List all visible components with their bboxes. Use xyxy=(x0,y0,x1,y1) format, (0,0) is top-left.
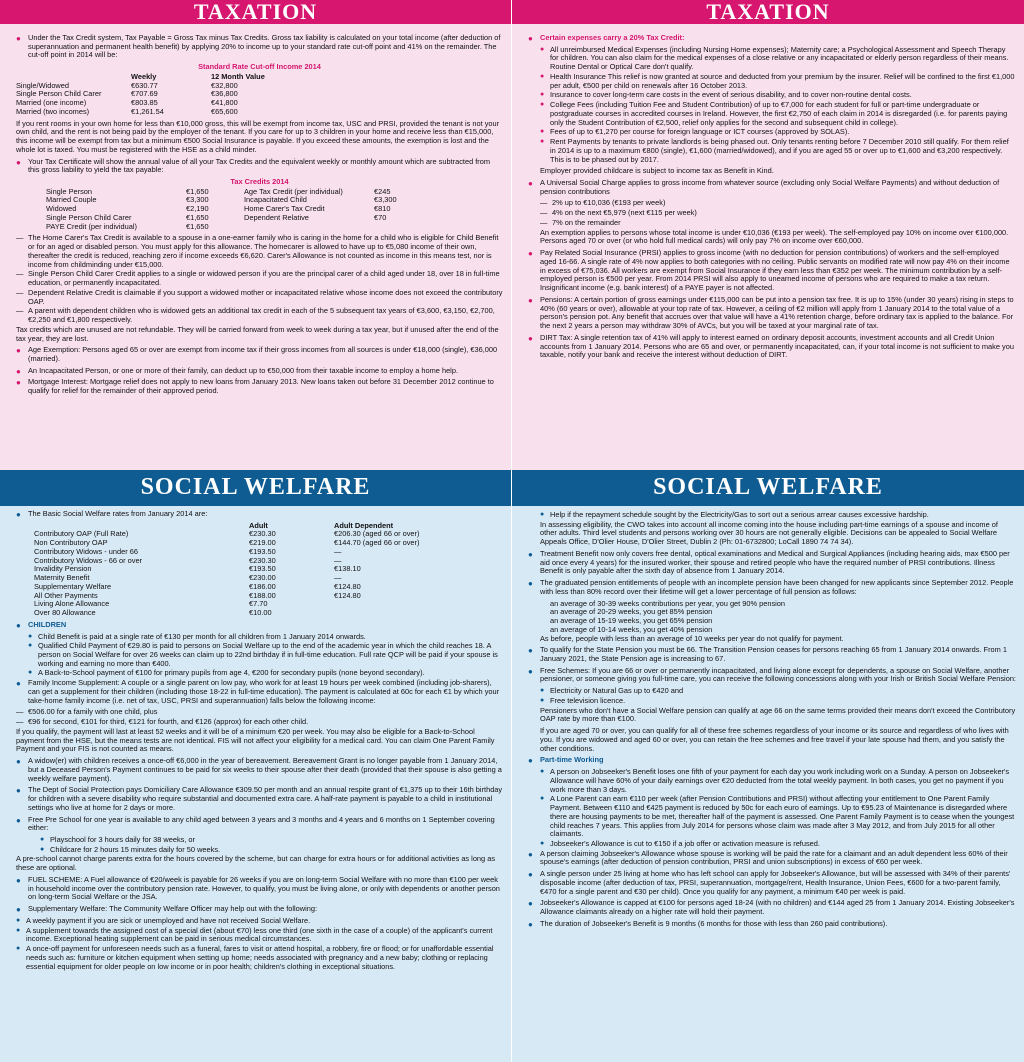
taxation-left-panel xyxy=(0,0,512,470)
credits-table: Single Person €1,650 Age Tax Credit (per individual) €245 Married Couple €3,300 Incapacitated Child €3,300 Widowed €2,190 Home Carer's Tax Credit €810 Single Person Child Carer €1,650 Dependent Relative €70 PAYE Credit (per individual) €1,650 xyxy=(46,186,397,231)
child-benefit: ● Child Benefit is paid at a single rate of €130 per month for all children from 1 January 2014 onwards. xyxy=(28,633,503,642)
jobseekers-spouse: ● A person claiming Jobseeker's Allowance whose spouse is working will be paid the rate for a claimant and an adult dependent less 60% of their spouse's earnings (after deduction of pension contribution, PRSI and union subscriptions) in excess of €60 per week. xyxy=(528,850,1016,867)
medical-expenses: ● All unreimbursed Medical Expenses (including Nursing Home expenses); Maternity care; a Psychological Assessment and Speech Therapy for children. You can also claim for the medical expenses of a close relative or any incapacitated or elderly person regardless of their means. Routine Dental or Optical Care don't qualify. xyxy=(540,46,1016,72)
single-child-carer-credit: — Single Person Child Carer Credit applies to a single or widowed person if you are the principal carer of a child aged under 18, over 18 in full-time education, or permanently incapacitated. xyxy=(16,270,503,287)
taxation-right-header: TAXATION xyxy=(512,0,1024,24)
home-carer-credit: — The Home Carer's Tax Credit is available to a spouse in a one-earner family who is caring in the home for a child who is eligible for Child Benefit or for an aged or disabled person. You must apply for this allowance. The homecarer is allowed to have up to €5,080 income of their own, thereafter the credit is reduced, reaching zero if income exceeds €6,620. Carer's Allowance is not counted as income in this means test, nor is income from childminding under €15,000. xyxy=(16,234,503,269)
pre-school-charges: A pre-school cannot charge parents extra for the hours covered by the scheme, but can charge for extra hours or for additional activities as long as these are optional. xyxy=(16,854,496,873)
usc-band: — 4% on the next €5,979 (next €115 per week) xyxy=(540,209,1016,218)
childcare: ● Childcare for 2 hours 15 minutes daily for 50 weeks. xyxy=(40,846,503,855)
usc-exemption: An exemption applies to persons whose total income is under €10,036 (€193 per week). The self-employed pay 10% on income over €100,000. Persons aged 70 or over (or who hold full medical cards) will only pay 7% on income over €60,000. xyxy=(540,227,1009,246)
social-welfare-right-header: SOCIAL WELFARE xyxy=(512,470,1024,506)
social-welfare-left-header: SOCIAL WELFARE xyxy=(0,470,511,506)
tax-credit-expenses: ● Certain expenses carry a 20% Tax Credit: xyxy=(528,34,1016,43)
special-diet: ● A supplement towards the assigned cost of a special diet (about €70) less one third (one sixth in the case of a couple) of the applicant's current income. Exceptional heating supplement can be paid in serious medical circumstances. xyxy=(16,927,503,944)
weekly-payment: ● A weekly payment if you are sick or unemployed and have not received Social Welfare. xyxy=(16,917,503,926)
unused-credits-para: Tax credits which are unused are not refundable. They will be carried forward from week to week during a tax year, but if unused after the end of the tax year, they are lost. xyxy=(16,324,499,343)
domiciliary-care: ● The Dept of Social Protection pays Domiciliary Care Allowance €309.50 per month and an annual respite grant of €1,375 up to their 16th birthday for children with a severe disability who require substantial and documented extra care. A half-rate payment is payable to a child in institutional settings who live at home for 2 days or more. xyxy=(16,786,503,812)
jobseekers-cut: ● Jobseeker's Allowance is cut to €150 if a job offer or activation measure is refused. xyxy=(540,840,1016,849)
prsi: ● Pay Related Social Insurance (PRSI) applies to gross income (with no deduction for pension contributions) of workers and the self-employed aged 16-66. A single rate of 4% now applies to both categories with no ceiling. Public servants on modified rate will now pay 4% on their income in excess of €75,036. All workers are exempt from Social Insurance if they earn less than €352 per week. The minimum contribution by a self-employed person is €500 per year. From 2014 PRSI will also apply to unearned income of persons who are required to make a tax return. Insignificant income (e.g. bank interest) of a PAYE payer is not affected. xyxy=(528,249,1016,293)
fis-threshold: — €96 for second, €101 for third, €121 for fourth, and €126 (approx) for each other child. xyxy=(16,718,503,727)
electricity-gas: ● Electricity or Natural Gas up to €420 and xyxy=(540,687,1016,696)
bereavement: ● A widow(er) with children receives a once-off €6,000 in the year of bereavement. Bereavement Grant is no longer payable from 1 January 2014, but a Deceased Person's Payment continues to be paid for six weeks to their spouse after their death (provided that their spouse is also getting a weekly welfare payment). xyxy=(16,757,503,783)
fuel-scheme: ● FUEL SCHEME: A Fuel allowance of €20/week is payable for 26 weeks if you are on long-term Social Welfare with no more than €100 per week in household income over the contributory pension rate. However, to qualify, you must be living alone, or only with dependents or another person on long-term Social Welfare or the JSA. xyxy=(16,876,503,902)
tax-credit-system-para: ● Under the Tax Credit system, Tax Payable = Gross Tax minus Tax Credits. Gross tax liability is calculated on your total income (after deduction of superannuation and permanent health benefit) by applying 20% to income up to your standard rate cut-off point and 41% on the remainder. The cut-off point in 2014 will be: xyxy=(16,34,503,60)
age-exemption: ● Age Exemption: Persons aged 65 or over are exempt from income tax if their gross incomes from all sources is under €18,000 (single), €36,000 (married). xyxy=(16,346,503,363)
supplementary-welfare: ● Supplementary Welfare: The Community Welfare Officer may help out with the following: xyxy=(16,905,503,914)
course-fees: ● Fees of up to €1,270 per course for foreign language or ICT courses (approved by SOLAS). xyxy=(540,128,1016,137)
cutoff-title: Standard Rate Cut-off Income 2014 xyxy=(198,62,321,72)
jobseekers-cap: ● Jobseeker's Allowance is capped at €100 for persons aged 18-24 (with no children) and €144 aged 25 from 1 January 2014. Existing Jobseeker's Allowance claimants already on a higher rate will hold their payment. xyxy=(528,899,1016,916)
cwo-eligibility: In assessing eligibility, the CWO takes into account all income coming into the house including part-time earnings of a spouse and income of other adults. Third level students and persons working over 30 hours are not generally eligible. Decisions can be appealed to Social Welfare Appeals Office, D'Olier House, D'Olier Street, Dublin 2 (Ph: 01-6732800; LoCall 1890 74 74 34). xyxy=(540,519,998,547)
pension-band: an average of 15-19 weeks, you get 65% pension xyxy=(550,616,713,626)
rates-table: Adult Adult Dependent Contributory OAP (Full Rate) €230.30 €206.30 (aged 66 or over) Non Contributory OAP €219.00 €144.70 (aged 66 or over) Contributory Widows - under 66 €193.50 — Contributory Widows - 66 or over €230.30 — Invalidity Pension €193.50 €138.10 Maternity Benefit €230.00 — Supplementary Welfare €186.00 €124.80 All Other Payments €188.00 €124.80 Living Alone Allowance €7.70 Over 80 Allowance €10.00 xyxy=(34,520,420,618)
universal-social-charge: ● A Universal Social Charge applies to gross income from whatever source (excluding only Social Welfare Payments) and without deduction of pension contributions xyxy=(528,179,1016,196)
dependent-relative-credit: — Dependent Relative Credit is claimable if you support a widowed mother or incapacitated relative whose income does not exceed the contributory OAP. xyxy=(16,289,503,306)
usc-band: — 7% on the remainder xyxy=(540,219,1016,228)
rent-rooms-para: If you rent rooms in your own home for less than €10,000 gross, this will be exempt from income tax, USC and PRSI, provided the tenant is not your own child, and the rent is not being paid by the employer of the tenant. If you care for up to 3 children in your home and receive less than €15,000, this income will be exempt from tax but a minimum €500 Social Insurance is payable. If you exceed these amounts, the exemption is lost and the whole lot is taxed. You must be registered with the HSE as a child minder. xyxy=(16,118,500,154)
social-welfare-left-panel xyxy=(0,470,512,1062)
mortgage-interest: ● Mortgage Interest: Mortgage relief does not apply to new loans from January 2013. New loans taken out before 31 December 2012 continue to qualify for relief for the remainder of their approved period. xyxy=(16,378,503,395)
credits-title: Tax Credits 2014 xyxy=(230,177,289,187)
fis-qualify-para: If you qualify, the payment will last at least 52 weeks and it will be of a minimum €20 per week. You may also be eligible for a Back-to-School payment from the HSE, but the means tests are not identical. FIS will not affect your eligibility for a medical card. You can claim One Parent Family Payment and your FIS is not counted as means. xyxy=(16,726,495,754)
pension-band: an average of 10-14 weeks, you get 40% pension xyxy=(550,624,713,634)
incapacitated-person: ● An Incapacitated Person, or one or more of their family, can deduct up to €50,000 from their taxable income to employ a home help. xyxy=(16,367,503,376)
tax-certificate-para: ● Your Tax Certificate will show the annual value of all your Tax Credits and the equivalent weekly or monthly amount which are subtracted from this gross liability to yield the tax payable: xyxy=(16,158,503,175)
college-fees: ● College Fees (including Tuition Fee and Student Contribution) of up to €7,000 for each student for full or part-time undergraduate or postgraduate courses in accredited courses in Ireland. However, the first €2,750 of each claim in 2014 is disregarded (i.e. for parents paying only the Student Contribution of €2,500, relief only applies for the second and subsequent child in college). xyxy=(540,101,1016,127)
free-schemes: ● Free Schemes: If you are 66 or over or permanently incapacitated, and living alone except for dependents, a spouse on Social Welfare, another pensioner, or someone giving you full-time care, you can receive the following concessions along with your Irish or British Social Welfare Pension: xyxy=(528,667,1016,684)
part-time-working-title: ● Part-time Working xyxy=(528,756,1016,765)
employer-childcare: Employer provided childcare is subject to income tax as Benefit in Kind. xyxy=(540,166,774,176)
under-25: ● A single person under 25 living at home who has left school can apply for Jobseeker's Allowance, but will be assessed with 34% of their parents' disposable income (after deduction of tax, PRSI, superannuation, mortgage/rent, Health Insurance, Union Fees, €600 for a two-parent family, €470 for a single parent and €30 per child). Once you qualify for any payment, a minimum €40 per week is paid. xyxy=(528,870,1016,896)
children-title: ● CHILDREN xyxy=(16,621,503,630)
health-insurance: ● Health Insurance This relief is now granted at source and deducted from your premium by the insurer. Relief will be confined to the first €1,000 per adult, €500 per child on renewals after 16 October 2013. xyxy=(540,73,1016,90)
taxation-left-header: TAXATION xyxy=(0,0,511,24)
tv-licence: ● Free television licence. xyxy=(540,697,1016,706)
free-pre-school: ● Free Pre School for one year is available to any child aged between 3 years and 3 months and 4 years and 6 months on 1 September covering either: xyxy=(16,816,503,833)
fis-threshold: — €506.00 for a family with one child, plus xyxy=(16,708,503,717)
graduated-pension: ● The graduated pension entitlements of people with an incomplete pension have been changed for new applicants since September 2012. People with less than 80% record over their lifetime will get a lower percentage of full pension as follows: xyxy=(528,579,1016,596)
usc-band: — 2% up to €10,036 (€193 per week) xyxy=(540,199,1016,208)
cutoff-table: Weekly 12 Month Value Single/Widowed €630.77 €32,800 Single Person Child Carer €707.69 €36,800 Married (one income) €803.85 €41,800 Married (two incomes) €1,261.54 €65,600 xyxy=(16,71,265,116)
pension-band: an average of 20-29 weeks, you get 85% pension xyxy=(550,607,713,617)
social-welfare-right-panel xyxy=(512,470,1024,1062)
qualified-child-payment: ● Qualified Child Payment of €29.80 is paid to persons on Social Welfare up to the end of the academic year in which the child reaches 18. A person on Social Welfare for over 26 weeks can claim up to 22nd birthday if in full-time education. Full rate QCP will be paid if your spouse is working and earning no more than €400. xyxy=(28,642,503,668)
family-income-supplement: ● Family Income Supplement: A couple or a single parent on low pay, who work for at least 19 hours per week combined (including job-sharers), can get a supplement for their children (including those 18-22 in full-time education). The payment is calculated at 60c for each €1 by which your take-home family income (i.e. net of tax, USC, PRSI and superannuation) falls below the following income: xyxy=(16,679,503,705)
back-to-school: ● A Back-to-School payment of €100 for primary pupils from age 4, €200 for secondary pupils (none beyond secondary). xyxy=(28,669,503,678)
pension-no-qualify: As before, people with less than an average of 10 weeks per year do not qualify for payment. xyxy=(540,633,844,643)
treatment-benefit: ● Treatment Benefit now only covers free dental, optical examinations and Medical and Surgical Appliances (including hearing aids, max €500 per aid once every 4 years) for the insured worker, their spouse and retired people who have the required number of PRSI contributions. Illness Benefit is only payable after the sixth day of absence from 1 January 2014. xyxy=(528,550,1016,576)
pensioners-no-sw: Pensioners who don't have a Social Welfare pension can qualify at age 66 on the same terms provided their means don't exceed the Contributory OAP rate by more than €100. xyxy=(540,705,1016,724)
long-term-insurance: ● Insurance to cover long-term care costs in the event of serious disability, and to cover non-routine dental costs. xyxy=(540,91,1016,100)
playschool: ● Playschool for 3 hours daily for 38 weeks, or xyxy=(40,836,503,845)
basic-rates-intro: ● The Basic Social Welfare rates from January 2014 are: xyxy=(16,510,503,519)
dirt-tax: ● DIRT Tax: A single retention tax of 41% will apply to interest earned on ordinary deposit accounts, investment accounts and all Credit Union accounts from 1 January 2014. Persons who are 65 and over, or permanently incapacitated, can, if your total income is not sufficient to make you taxable, notify your bank and receive the interest without deduction of DIRT. xyxy=(528,334,1016,360)
widowed-parent-credit: — A parent with dependent children who is widowed gets an additional tax credit in each of the 5 subsequent tax years of €3,600, €3,150, €2,700, €2,250 and €1,800 respectively. xyxy=(16,307,503,324)
lone-parent: ● A Lone Parent can earn €110 per week (after Pension Contributions and PRSI) without affecting your entitlement to One Parent Family Payment. Between €110 and €425 payment is reduced by 50c for each euro of earnings. Up to €95.23 of Maintenance is disregarded where there are housing payments to be met, thereafter half of the payment is assessed. One Parent Family Payment is to cease when the youngest child reaches 7 years. This applies from July 2014 for persons whose claim was made after 3 May 2012, and from July 2015 for all other claimants. xyxy=(540,795,1016,839)
aged-70-para: If you are aged 70 or over, you can qualify for all of these free schemes regardless of your income or its source and regardless of who lives with you. If you are widowed and aged 60 or over, you can retain the free schemes and free travel if your late spouse had them, and you satisfy the other conditions. xyxy=(540,726,1009,753)
pension-band: an average of 30-39 weeks contributions per year, you get 90% pension xyxy=(550,598,786,608)
pensions: ● Pensions: A certain portion of gross earnings under €115,000 can be put into a pension tax free. It is up to 15% (under 30 years) rising in steps to 40% (60 years or over), allowable at your top rate of tax. However, a ceiling of €2 million will apply from 1 January 2014 to the total value of a person's pension pot. Any benefit that accrues over that value will have a 41% retention charge, before ordinary tax is applied to the balance. For the next 2 years a person may withdraw 30% of AVCs, but you will be taxed at your marginal rate of tax. xyxy=(528,296,1016,331)
rent-payments: ● Rent Payments by tenants to private landlords is being phased out. Only tenants renting before 7 December 2010 still qualify. For them relief in 2014 is up to a maximum €800 (single), €1,600 (married/widowed), and if you are aged 55 or over up to €1,600 and €3,200 respectively. This is to be phased out by 2017. xyxy=(540,138,1016,164)
once-off-payment: ● A once-off payment for unforeseen needs such as a funeral, fares to visit or attend hospital, a robbery, fire or flood; or for unaffordable essential needs such as: furniture or kitchen equipment when setting up home; needs associated with pregnancy and a new baby; clothing or replacing essential equipment for older people on low income or in poor health; children's clothing in exceptional situations. xyxy=(16,945,503,971)
jobseekers-benefit: ● A person on Jobseeker's Benefit loses one fifth of your payment for each day you work including work on a Sunday. A person on Jobseeker's Allowance will have 60% of your daily earnings over €20 deducted from the total weekly payment. In both cases, you get no payment if you work more than 3 days. xyxy=(540,768,1016,794)
electricity-gas-help: ● Help if the repayment schedule sought by the Electricity/Gas to sort out a serious arrear causes excessive hardship. xyxy=(540,511,1016,520)
state-pension: ● To qualify for the State Pension you must be 66. The Transition Pension ceases for persons reaching 65 from 1 January 2014 onwards. From 1 January 2021, the State Pension age is increasing to 67. xyxy=(528,646,1016,663)
jobseekers-duration: ● The duration of Jobseeker's Benefit is 9 months (6 months for those with less than 260 paid contributions). xyxy=(528,920,1016,929)
taxation-right-panel xyxy=(512,0,1024,470)
